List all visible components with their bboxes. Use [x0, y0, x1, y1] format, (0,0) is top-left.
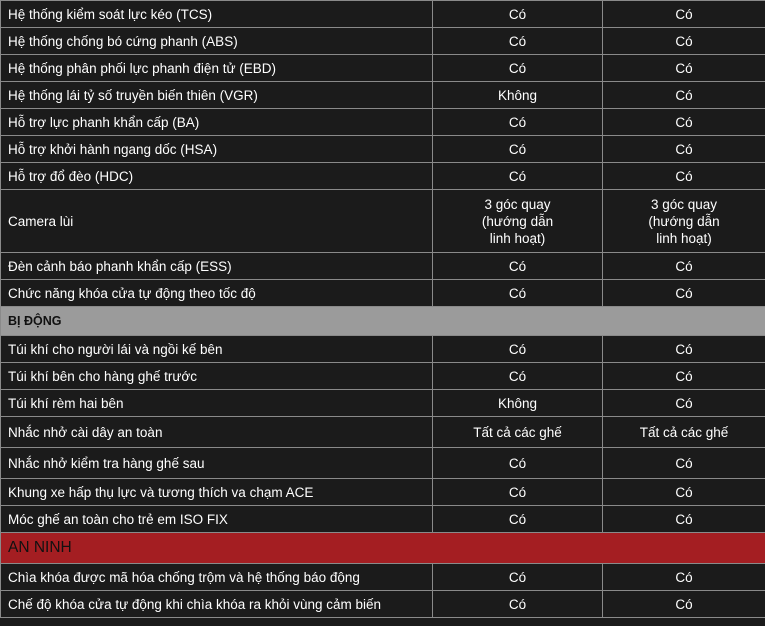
value-variant-1: Có: [433, 506, 603, 533]
feature-label: Đèn cảnh báo phanh khẩn cấp (ESS): [1, 253, 433, 280]
table-row: [1, 1, 765, 28]
value-variant-1: Có: [433, 55, 603, 82]
value-variant-2: Có: [603, 28, 765, 55]
feature-label: Hỗ trợ đổ đèo (HDC): [1, 163, 433, 190]
feature-label: Chìa khóa được mã hóa chống trộm và hệ thống báo động: [1, 564, 433, 591]
table-row: [1, 190, 765, 253]
feature-label: Chức năng khóa cửa tự động theo tốc độ: [1, 280, 433, 307]
table-row: [1, 82, 765, 109]
value-variant-1: Có: [433, 479, 603, 506]
value-variant-1: Không: [433, 82, 603, 109]
value-variant-1: Có: [433, 336, 603, 363]
value-variant-2: Có: [603, 591, 765, 618]
value-variant-2: Tất cả các ghế: [603, 417, 765, 448]
feature-label: Nhắc nhở cài dây an toàn: [1, 417, 433, 448]
value-variant-2: Có: [603, 506, 765, 533]
value-variant-1: Có: [433, 1, 603, 28]
table-row: [1, 163, 765, 190]
passive-safety-section: [1, 307, 765, 533]
value-variant-1: Tất cả các ghế: [433, 417, 603, 448]
table-row: [1, 417, 765, 448]
value-variant-1: Có: [433, 363, 603, 390]
feature-label: Hệ thống chống bó cứng phanh (ABS): [1, 28, 433, 55]
value-variant-2: Có: [603, 564, 765, 591]
section-title: AN NINH: [1, 533, 765, 564]
section-title: BỊ ĐỘNG: [1, 307, 765, 336]
feature-label: Chế độ khóa cửa tự động khi chìa khóa ra khỏi vùng cảm biến: [1, 591, 433, 618]
value-variant-2: Có: [603, 136, 765, 163]
value-variant-2: Có: [603, 163, 765, 190]
table-row: [1, 253, 765, 280]
table-row: [1, 506, 765, 533]
table-row: [1, 390, 765, 417]
table-row: [1, 136, 765, 163]
section-header-security: [1, 533, 765, 564]
feature-label: Hệ thống lái tỷ số truyền biến thiên (VGR): [1, 82, 433, 109]
value-variant-2: Có: [603, 109, 765, 136]
value-text: 3 góc quay (hướng dẫn linh hoạt): [648, 196, 720, 246]
value-variant-1: Có: [433, 136, 603, 163]
value-variant-2: Có: [603, 253, 765, 280]
feature-label: Túi khí cho người lái và ngồi kế bên: [1, 336, 433, 363]
table-row: [1, 591, 765, 618]
value-variant-1: Có: [433, 280, 603, 307]
feature-label: Hỗ trợ khởi hành ngang dốc (HSA): [1, 136, 433, 163]
value-text: 3 góc quay (hướng dẫn linh hoạt): [481, 196, 554, 246]
table-row: [1, 479, 765, 506]
feature-label: Camera lùi: [1, 190, 433, 253]
feature-label: Hệ thống phân phối lực phanh điện tử (EBD): [1, 55, 433, 82]
security-section: [1, 533, 765, 618]
value-variant-2: Có: [603, 336, 765, 363]
value-variant-1: Có: [433, 253, 603, 280]
table-row: [1, 28, 765, 55]
value-variant-2: Có: [603, 448, 765, 479]
table-row: [1, 448, 765, 479]
value-variant-2: Có: [603, 280, 765, 307]
value-variant-1: Có: [433, 564, 603, 591]
value-variant-1: Có: [433, 109, 603, 136]
value-variant-1: Không: [433, 390, 603, 417]
value-variant-1: [433, 190, 603, 253]
value-variant-2: Có: [603, 82, 765, 109]
value-variant-2: Có: [603, 390, 765, 417]
table-row: [1, 363, 765, 390]
value-variant-2: Có: [603, 479, 765, 506]
table-row: [1, 564, 765, 591]
table-row: [1, 280, 765, 307]
value-variant-2: Có: [603, 1, 765, 28]
feature-label: Khung xe hấp thụ lực và tương thích va chạm ACE: [1, 479, 433, 506]
table-row: [1, 55, 765, 82]
active-safety-rows: [1, 1, 765, 307]
value-variant-2: [603, 190, 765, 253]
table-row: [1, 109, 765, 136]
section-header-passive: [1, 307, 765, 336]
feature-label: Túi khí bên cho hàng ghế trước: [1, 363, 433, 390]
feature-label: Móc ghế an toàn cho trẻ em ISO FIX: [1, 506, 433, 533]
table-row: [1, 336, 765, 363]
feature-label: Túi khí rèm hai bên: [1, 390, 433, 417]
value-variant-1: Có: [433, 448, 603, 479]
value-variant-1: Có: [433, 28, 603, 55]
feature-label: Hỗ trợ lực phanh khẩn cấp (BA): [1, 109, 433, 136]
value-variant-2: Có: [603, 55, 765, 82]
value-variant-1: Có: [433, 163, 603, 190]
feature-label: Nhắc nhở kiểm tra hàng ghế sau: [1, 448, 433, 479]
value-variant-2: Có: [603, 363, 765, 390]
value-variant-1: Có: [433, 591, 603, 618]
feature-label: Hệ thống kiểm soát lực kéo (TCS): [1, 1, 433, 28]
